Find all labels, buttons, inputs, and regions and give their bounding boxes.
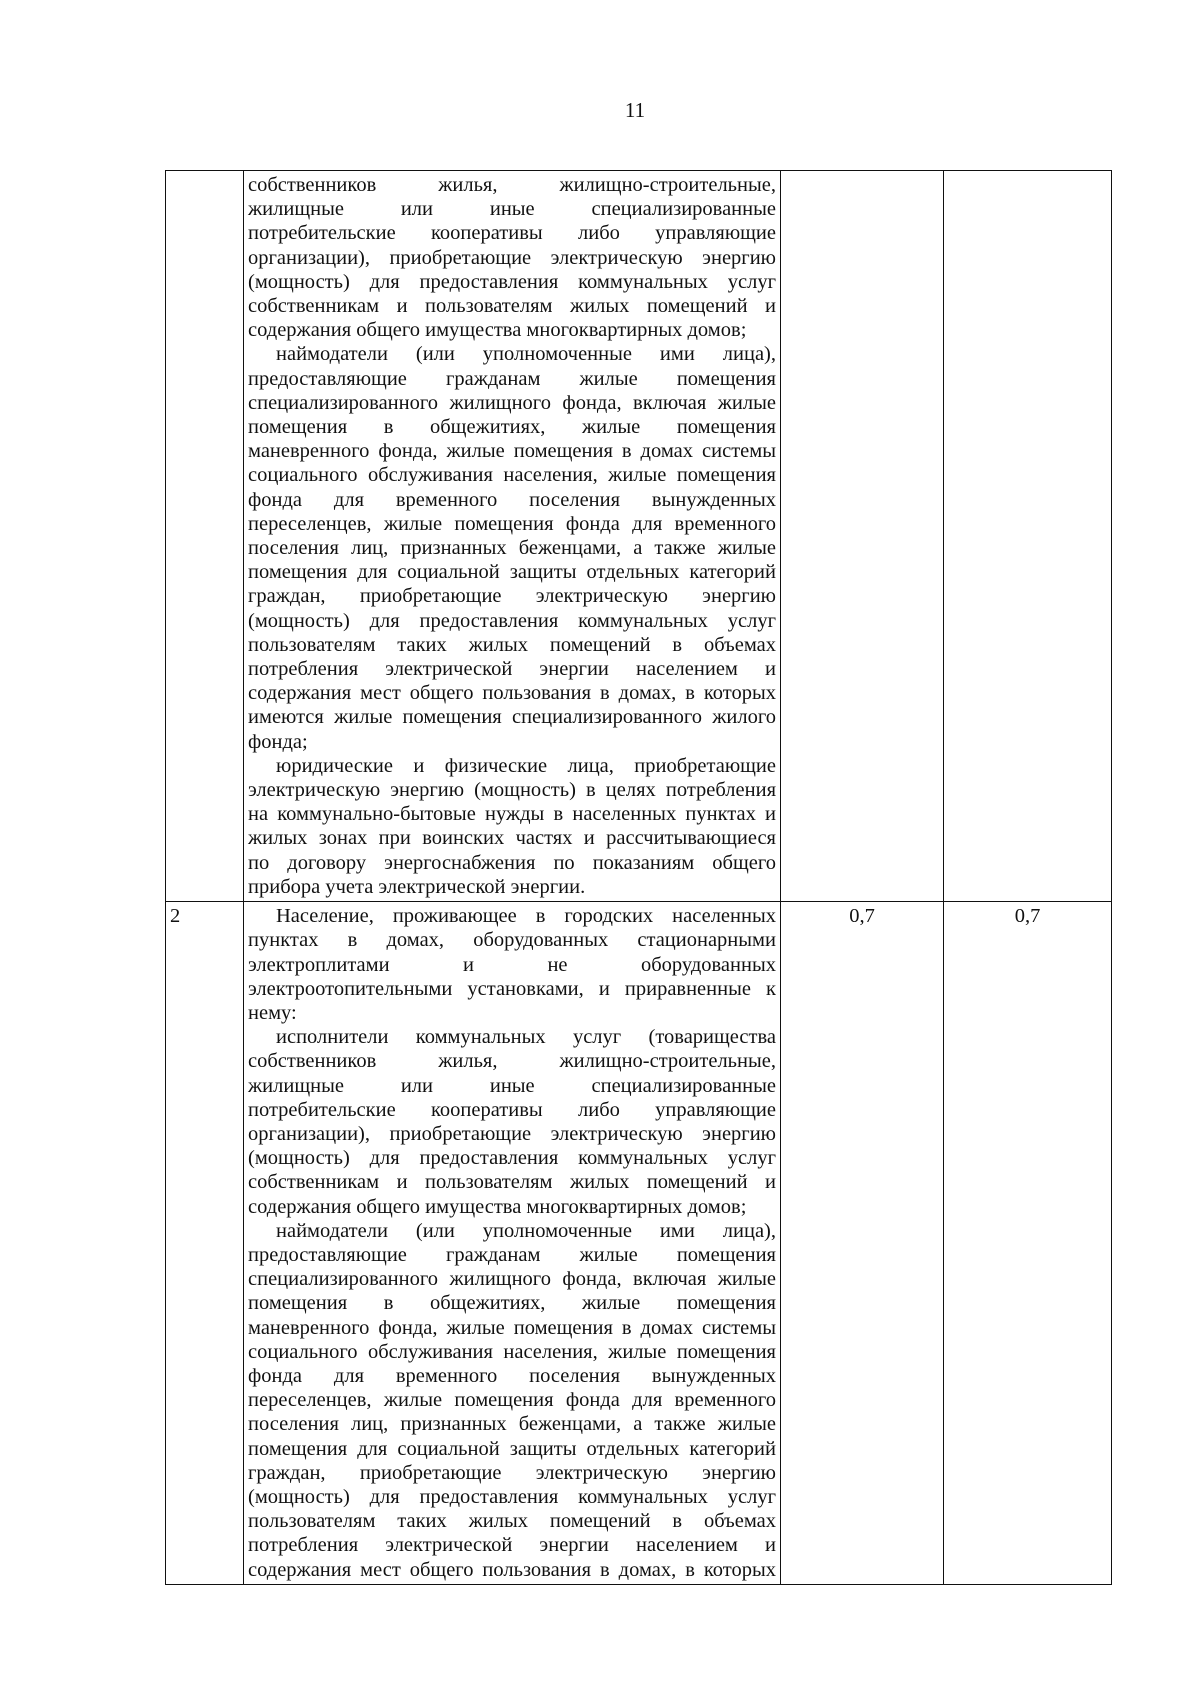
text-line: предоставляющие гражданам жилые помещения — [248, 367, 776, 390]
page-number: 11 — [624, 98, 646, 122]
text-line: содержания мест общего пользования в домах, в которых — [248, 1558, 776, 1581]
text-line: содержания общего имущества многоквартирных домов; — [248, 319, 747, 342]
text-line: содержания мест общего пользования в домах, в которых — [248, 682, 776, 705]
value-cell-1: 0,7 — [781, 902, 944, 1585]
table-row — [166, 171, 1112, 902]
text-line: собственникам и пользователям жилых помещений и — [248, 295, 776, 318]
text-line: социального обслуживания населения, жилые помещения — [248, 464, 776, 487]
table-body — [166, 171, 1112, 1585]
text-line: помещения в общежитиях, жилые помещения — [248, 416, 776, 439]
text-line: прибора учета электрической энергии. — [248, 875, 586, 898]
text-line: граждан, приобретающие электрическую энергию — [248, 1461, 776, 1484]
table-row — [166, 902, 1112, 1585]
text-line: исполнители коммунальных услуг (товарищества — [276, 1026, 776, 1049]
text-line: собственникам и пользователям жилых помещений и — [248, 1171, 776, 1194]
paragraph — [248, 754, 776, 899]
text-line: собственников жилья, жилищно-строительные, — [248, 1050, 776, 1073]
text-line: поселения лиц, признанных беженцами, а также жилые — [248, 537, 776, 560]
text-line: фонда; — [248, 730, 308, 753]
text-line: переселенцев, жилые помещения фонда для временного — [248, 512, 776, 535]
text-line: нему: — [248, 1001, 297, 1024]
consumer-category-cell — [244, 171, 781, 902]
paragraph — [248, 342, 776, 753]
row-number-cell — [166, 171, 244, 902]
text-line: поселения лиц, признанных беженцами, а также жилые — [248, 1413, 776, 1436]
paragraph — [248, 1219, 776, 1582]
text-line: специализированного жилищного фонда, включая жилые — [248, 1268, 776, 1291]
value-cell-2 — [944, 171, 1112, 902]
text-line: юридические и физические лица, приобретающие — [276, 754, 776, 777]
text-line: потребительские кооперативы либо управляющие — [248, 1098, 776, 1121]
value-cell-2: 0,7 — [944, 902, 1112, 1585]
text-line: помещения для социальной защиты отдельных категорий — [248, 1437, 776, 1460]
text-line: помещения для социальной защиты отдельных категорий — [248, 561, 776, 584]
text-line: маневренного фонда, жилые помещения в домах системы — [248, 1316, 776, 1339]
text-line: (мощность) для предоставления коммунальных услуг — [248, 1147, 776, 1170]
text-line: (мощность) для предоставления коммунальных услуг — [248, 1485, 776, 1508]
text-line: собственников жилья, жилищно-строительные, — [248, 174, 776, 196]
text-line: электрическую энергию (мощность) в целях потребления — [248, 779, 776, 802]
value-cell-1 — [781, 171, 944, 902]
text-line: предоставляющие гражданам жилые помещения — [248, 1243, 776, 1266]
text-line: граждан, приобретающие электрическую энергию — [248, 585, 776, 608]
text-line: по договору энергоснабжения по показаниям общего — [248, 851, 776, 874]
text-line: пользователям таких жилых помещений в объемах — [248, 633, 776, 656]
row-number-cell: 2 — [166, 902, 244, 1585]
text-line: фонда для временного поселения вынужденных — [248, 488, 776, 511]
text-line: социального обслуживания населения, жилые помещения — [248, 1340, 776, 1363]
text-line: электроотопительными установками, и приравненные к — [248, 977, 776, 1000]
text-line: на коммунально-бытовые нужды в населенных пунктах и — [248, 803, 776, 826]
text-line: переселенцев, жилые помещения фонда для временного — [248, 1389, 776, 1412]
text-line: наймодатели (или уполномоченные ими лица), — [276, 1219, 776, 1242]
text-line: пользователям таких жилых помещений в объемах — [248, 1510, 776, 1533]
paragraph — [248, 173, 776, 342]
consumer-category-cell — [244, 902, 781, 1585]
text-line: имеются жилые помещения специализированного жилого — [248, 706, 776, 729]
text-line: специализированного жилищного фонда, включая жилые — [248, 391, 776, 414]
text-line: помещения в общежитиях, жилые помещения — [248, 1292, 776, 1315]
text-line: (мощность) для предоставления коммунальных услуг — [248, 609, 776, 632]
text-line: жилых зонах при воинских частях и рассчитывающиеся — [248, 827, 776, 850]
text-line: потребительские кооперативы либо управляющие — [248, 222, 776, 245]
text-line: электроплитами и не оборудованных — [248, 953, 776, 976]
text-line: маневренного фонда, жилые помещения в домах системы — [248, 440, 776, 463]
tariff-table — [165, 170, 1112, 1585]
text-line: жилищные или иные специализированные — [248, 198, 776, 221]
text-line: наймодатели (или уполномоченные ими лица), — [276, 343, 776, 366]
text-line: фонда для временного поселения вынужденных — [248, 1364, 776, 1387]
text-line: потребления электрической энергии населением и — [248, 1534, 776, 1557]
text-line: потребления электрической энергии населением и — [248, 658, 776, 681]
text-line: Население, проживающее в городских населенных — [276, 905, 776, 928]
text-line: жилищные или иные специализированные — [248, 1074, 776, 1097]
text-line: организации), приобретающие электрическую энергию — [248, 246, 776, 269]
text-line: пунктах в домах, оборудованных стационарными — [248, 929, 776, 952]
text-line: (мощность) для предоставления коммунальных услуг — [248, 270, 776, 293]
text-line: содержания общего имущества многоквартирных домов; — [248, 1195, 747, 1218]
text-line: организации), приобретающие электрическую энергию — [248, 1122, 776, 1145]
paragraph — [248, 904, 776, 1025]
paragraph — [248, 1025, 776, 1219]
